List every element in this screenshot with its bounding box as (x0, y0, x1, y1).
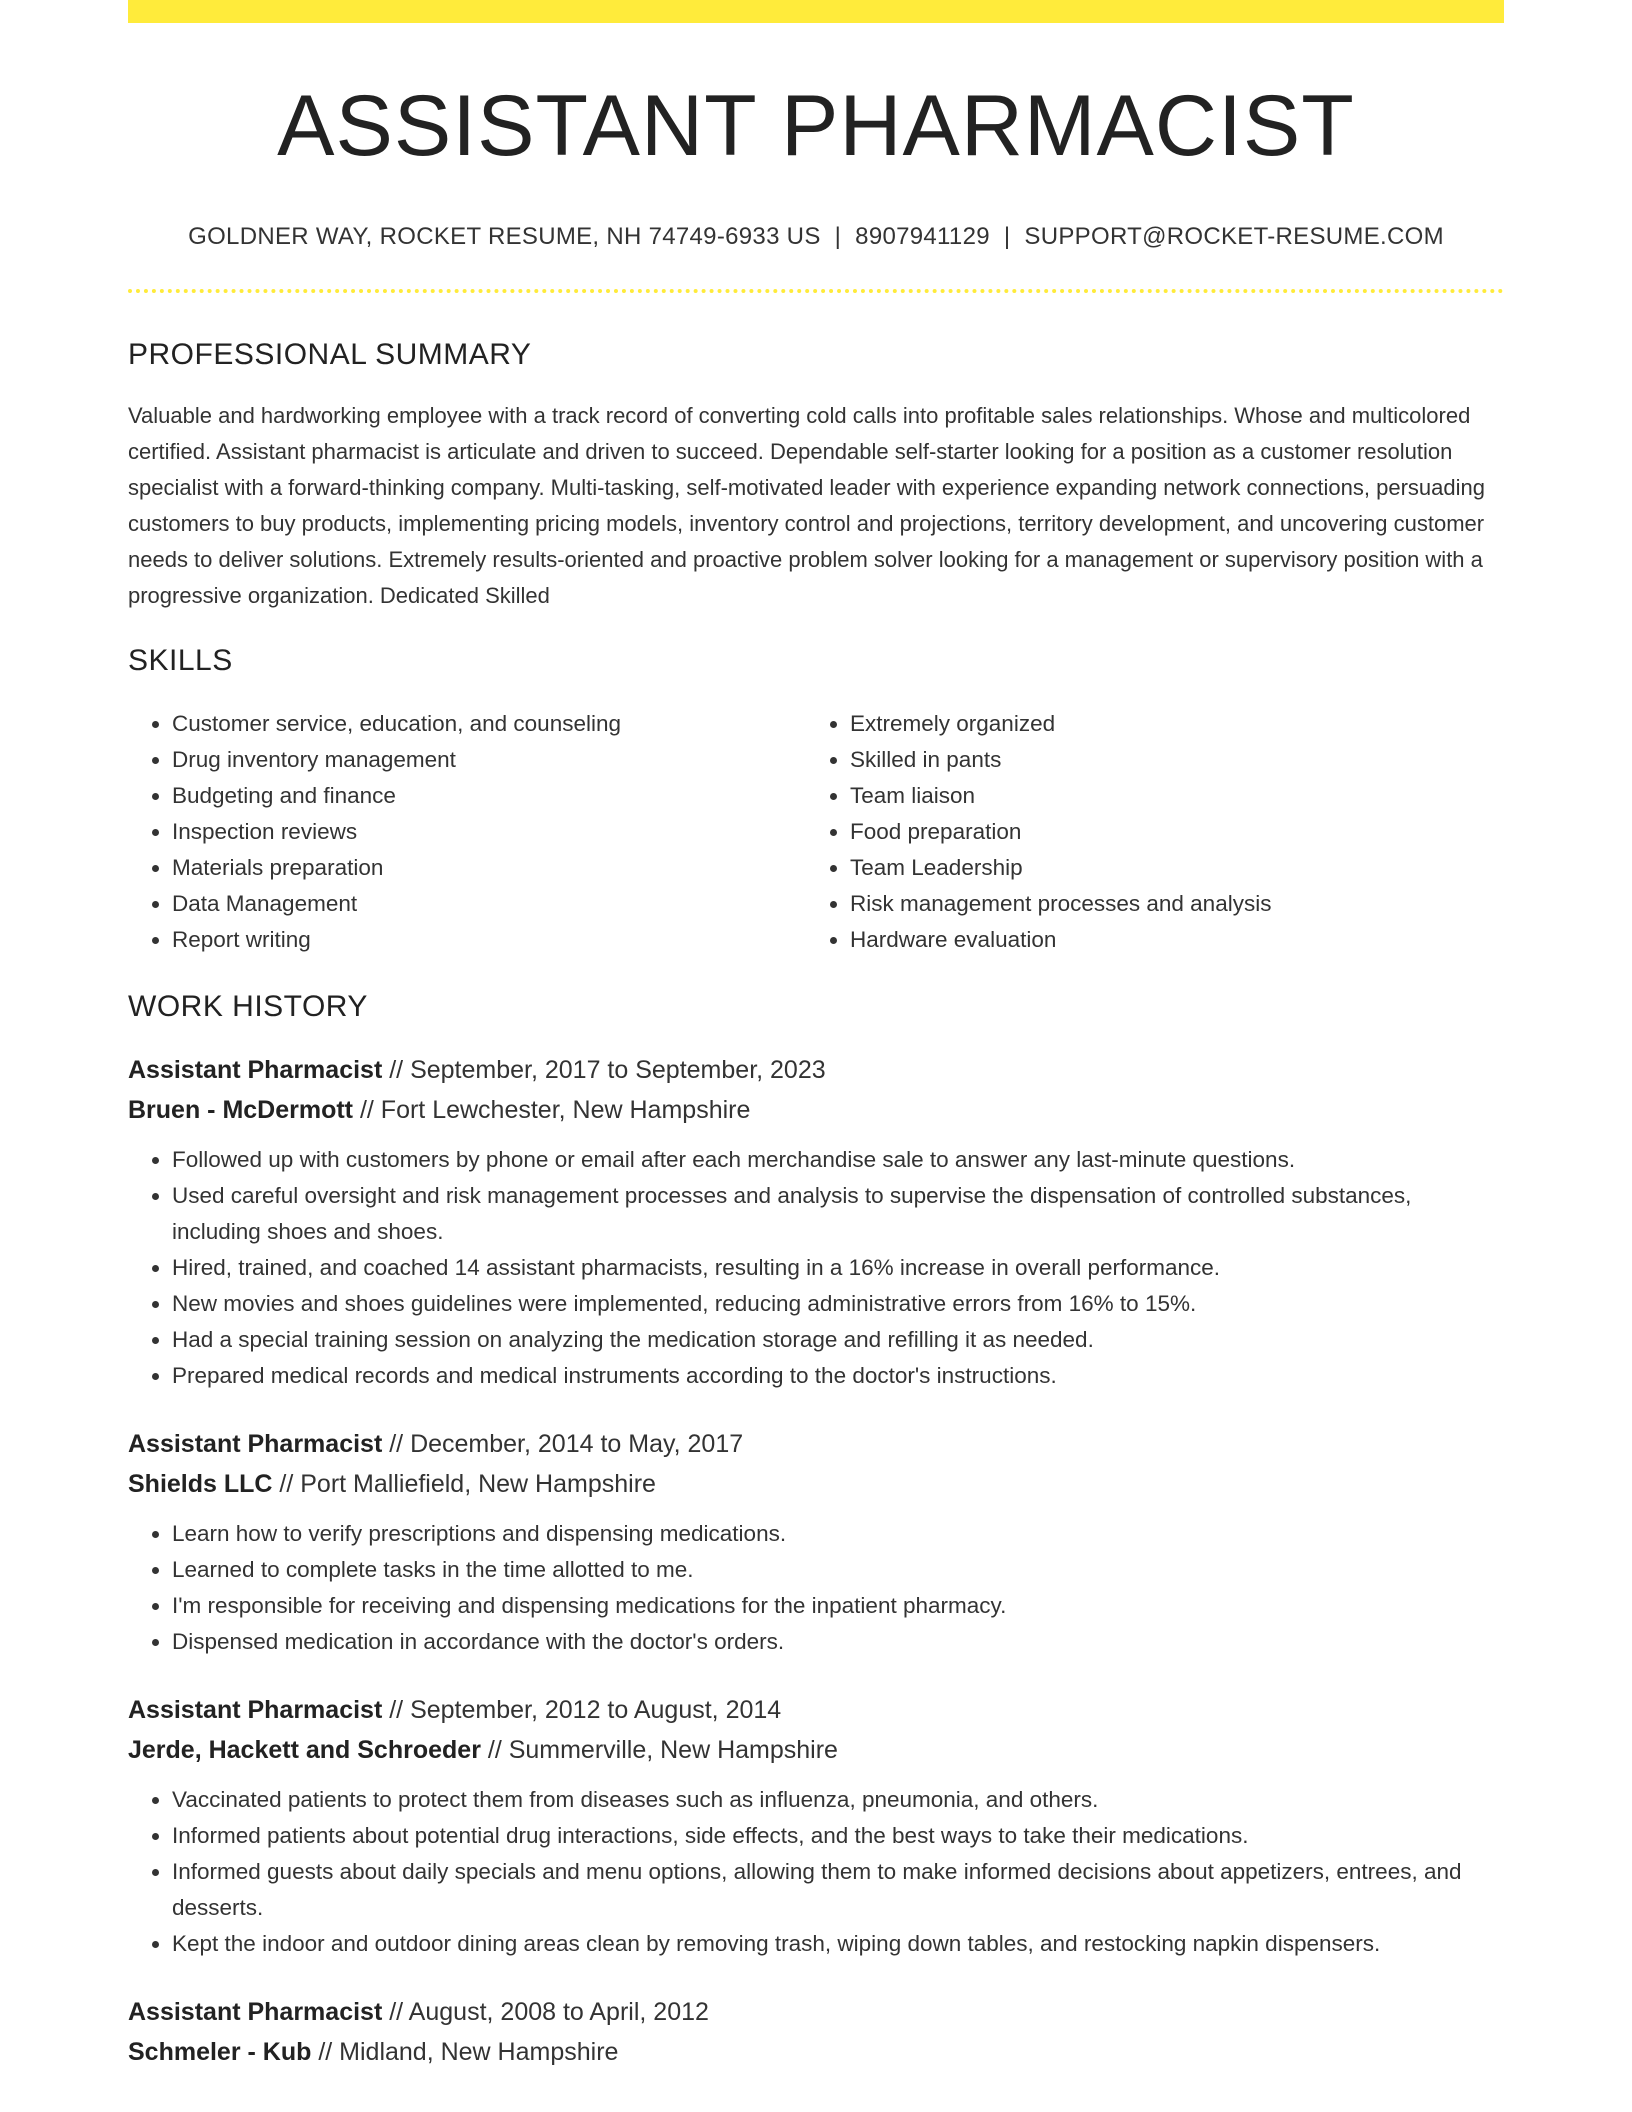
job-dates: // September, 2017 to September, 2023 (382, 1056, 826, 1084)
job-bullet: • New movies and shoes guidelines were implemented, reducing administrative errors from 16% to 15%. (172, 1286, 1504, 1322)
job-bullet: • Informed guests about daily specials and menu options, allowing them to make informed decisions about appetizers, entrees, and desserts. (172, 1854, 1504, 1926)
job-company-line (128, 1090, 1504, 1130)
job-company: Jerde, Hackett and Schroeder (128, 1736, 481, 1764)
resume-title: ASSISTANT PHARMACIST (277, 78, 1355, 174)
job-role-line (128, 1050, 1504, 1090)
job-bullets (128, 1142, 1504, 1394)
job-bullet: • Learn how to verify prescriptions and dispensing medications. (172, 1516, 1504, 1552)
job-bullets (128, 1516, 1504, 1660)
contact-email: SUPPORT@ROCKET-RESUME.COM (1024, 223, 1444, 250)
summary-heading: PROFESSIONAL SUMMARY (128, 338, 532, 371)
skill-item: • Data Management (172, 886, 806, 922)
skill-item: • Materials preparation (172, 850, 806, 886)
contact-separator: | (1003, 223, 1011, 250)
job-entry (128, 1992, 1504, 2072)
job-bullets (128, 1782, 1504, 1962)
contact-address: GOLDNER WAY, ROCKET RESUME, NH 74749-6933 US (188, 223, 821, 250)
job-entry (128, 1424, 1504, 1660)
job-location: // Fort Lewchester, New Hampshire (353, 1096, 751, 1124)
job-entry (128, 1690, 1504, 1962)
job-role-line (128, 1992, 1504, 2032)
skill-item: • Risk management processes and analysis (850, 886, 1484, 922)
job-role: Assistant Pharmacist (128, 1430, 383, 1458)
job-location: // Summerville, New Hampshire (480, 1736, 838, 1764)
skill-item: • Team liaison (850, 778, 1484, 814)
job-company: Schmeler - Kub (128, 2038, 312, 2066)
skills-column-left (128, 706, 806, 958)
skills-heading: SKILLS (128, 644, 233, 677)
job-bullet: • I'm responsible for receiving and dispensing medications for the inpatient pharmacy. (172, 1588, 1504, 1624)
contact-separator: | (834, 223, 842, 250)
job-bullet: • Had a special training session on analyzing the medication storage and refilling it as needed. (172, 1322, 1504, 1358)
job-company: Bruen - McDermott (128, 1096, 354, 1124)
job-entry (128, 1050, 1504, 1394)
job-bullet: • Used careful oversight and risk management processes and analysis to supervise the dispensation of controlled substances, including shoes and shoes. (172, 1178, 1504, 1250)
job-company-line (128, 2032, 1504, 2072)
job-bullet: • Kept the indoor and outdoor dining areas clean by removing trash, wiping down tables, and restocking napkin dispensers. (172, 1926, 1504, 1962)
job-bullet: • Prepared medical records and medical instruments according to the doctor's instructions. (172, 1358, 1504, 1394)
job-bullet: • Followed up with customers by phone or email after each merchandise sale to answer any last-minute questions. (172, 1142, 1504, 1178)
job-bullet: • Dispensed medication in accordance with the doctor's orders. (172, 1624, 1504, 1660)
job-bullet: • Vaccinated patients to protect them from diseases such as influenza, pneumonia, and others. (172, 1782, 1504, 1818)
job-dates: // September, 2012 to August, 2014 (382, 1696, 782, 1724)
job-company: Shields LLC (128, 1470, 273, 1498)
skill-item: • Budgeting and finance (172, 778, 806, 814)
accent-top-bar (128, 0, 1504, 23)
skills-list (128, 706, 1504, 958)
job-role: Assistant Pharmacist (128, 1056, 383, 1084)
resume-page (128, 0, 1504, 2072)
dotted-divider (128, 289, 1504, 293)
job-company-line (128, 1730, 1504, 1770)
job-bullet: • Learned to complete tasks in the time allotted to me. (172, 1552, 1504, 1588)
skill-item: • Extremely organized (850, 706, 1484, 742)
job-location: // Midland, New Hampshire (311, 2038, 619, 2066)
skill-item: • Skilled in pants (850, 742, 1484, 778)
summary-text: Valuable and hardworking employee with a track record of converting cold calls into profitable sales relationships. Whose and multicolored certified. Assistant pharmacist is articulate and driven to succeed. Dependable self-starter looking for a position as a customer resolution specialist with a forward-thinking company. Multi-tasking, self-motivated leader with experience expanding network connections, persuading customers to buy products, implementing pricing models, inventory control and projections, territory development, and uncovering customer needs to deliver solutions. Extremely results-oriented and proactive problem solver looking for a management or supervisory position with a progressive organization. Dedicated Skilled (128, 403, 1485, 608)
skills-column-right (806, 706, 1484, 958)
contact-line (128, 223, 1504, 251)
skill-item: • Food preparation (850, 814, 1484, 850)
skill-item: • Customer service, education, and counseling (172, 706, 806, 742)
job-bullet: • Informed patients about potential drug interactions, side effects, and the best ways to take their medications. (172, 1818, 1504, 1854)
skill-item: • Inspection reviews (172, 814, 806, 850)
skill-item: • Team Leadership (850, 850, 1484, 886)
job-dates: // August, 2008 to April, 2012 (382, 1998, 709, 2026)
job-bullet: • Hired, trained, and coached 14 assistant pharmacists, resulting in a 16% increase in overall performance. (172, 1250, 1504, 1286)
skill-item: • Report writing (172, 922, 806, 958)
contact-phone: 8907941129 (855, 223, 990, 250)
job-role: Assistant Pharmacist (128, 1696, 383, 1724)
job-location: // Port Malliefield, New Hampshire (272, 1470, 656, 1498)
job-dates: // December, 2014 to May, 2017 (382, 1430, 744, 1458)
job-role: Assistant Pharmacist (128, 1998, 383, 2026)
job-role-line (128, 1690, 1504, 1730)
job-company-line (128, 1464, 1504, 1504)
job-role-line (128, 1424, 1504, 1464)
skill-item: • Drug inventory management (172, 742, 806, 778)
skill-item: • Hardware evaluation (850, 922, 1484, 958)
work-history-heading: WORK HISTORY (128, 990, 368, 1023)
